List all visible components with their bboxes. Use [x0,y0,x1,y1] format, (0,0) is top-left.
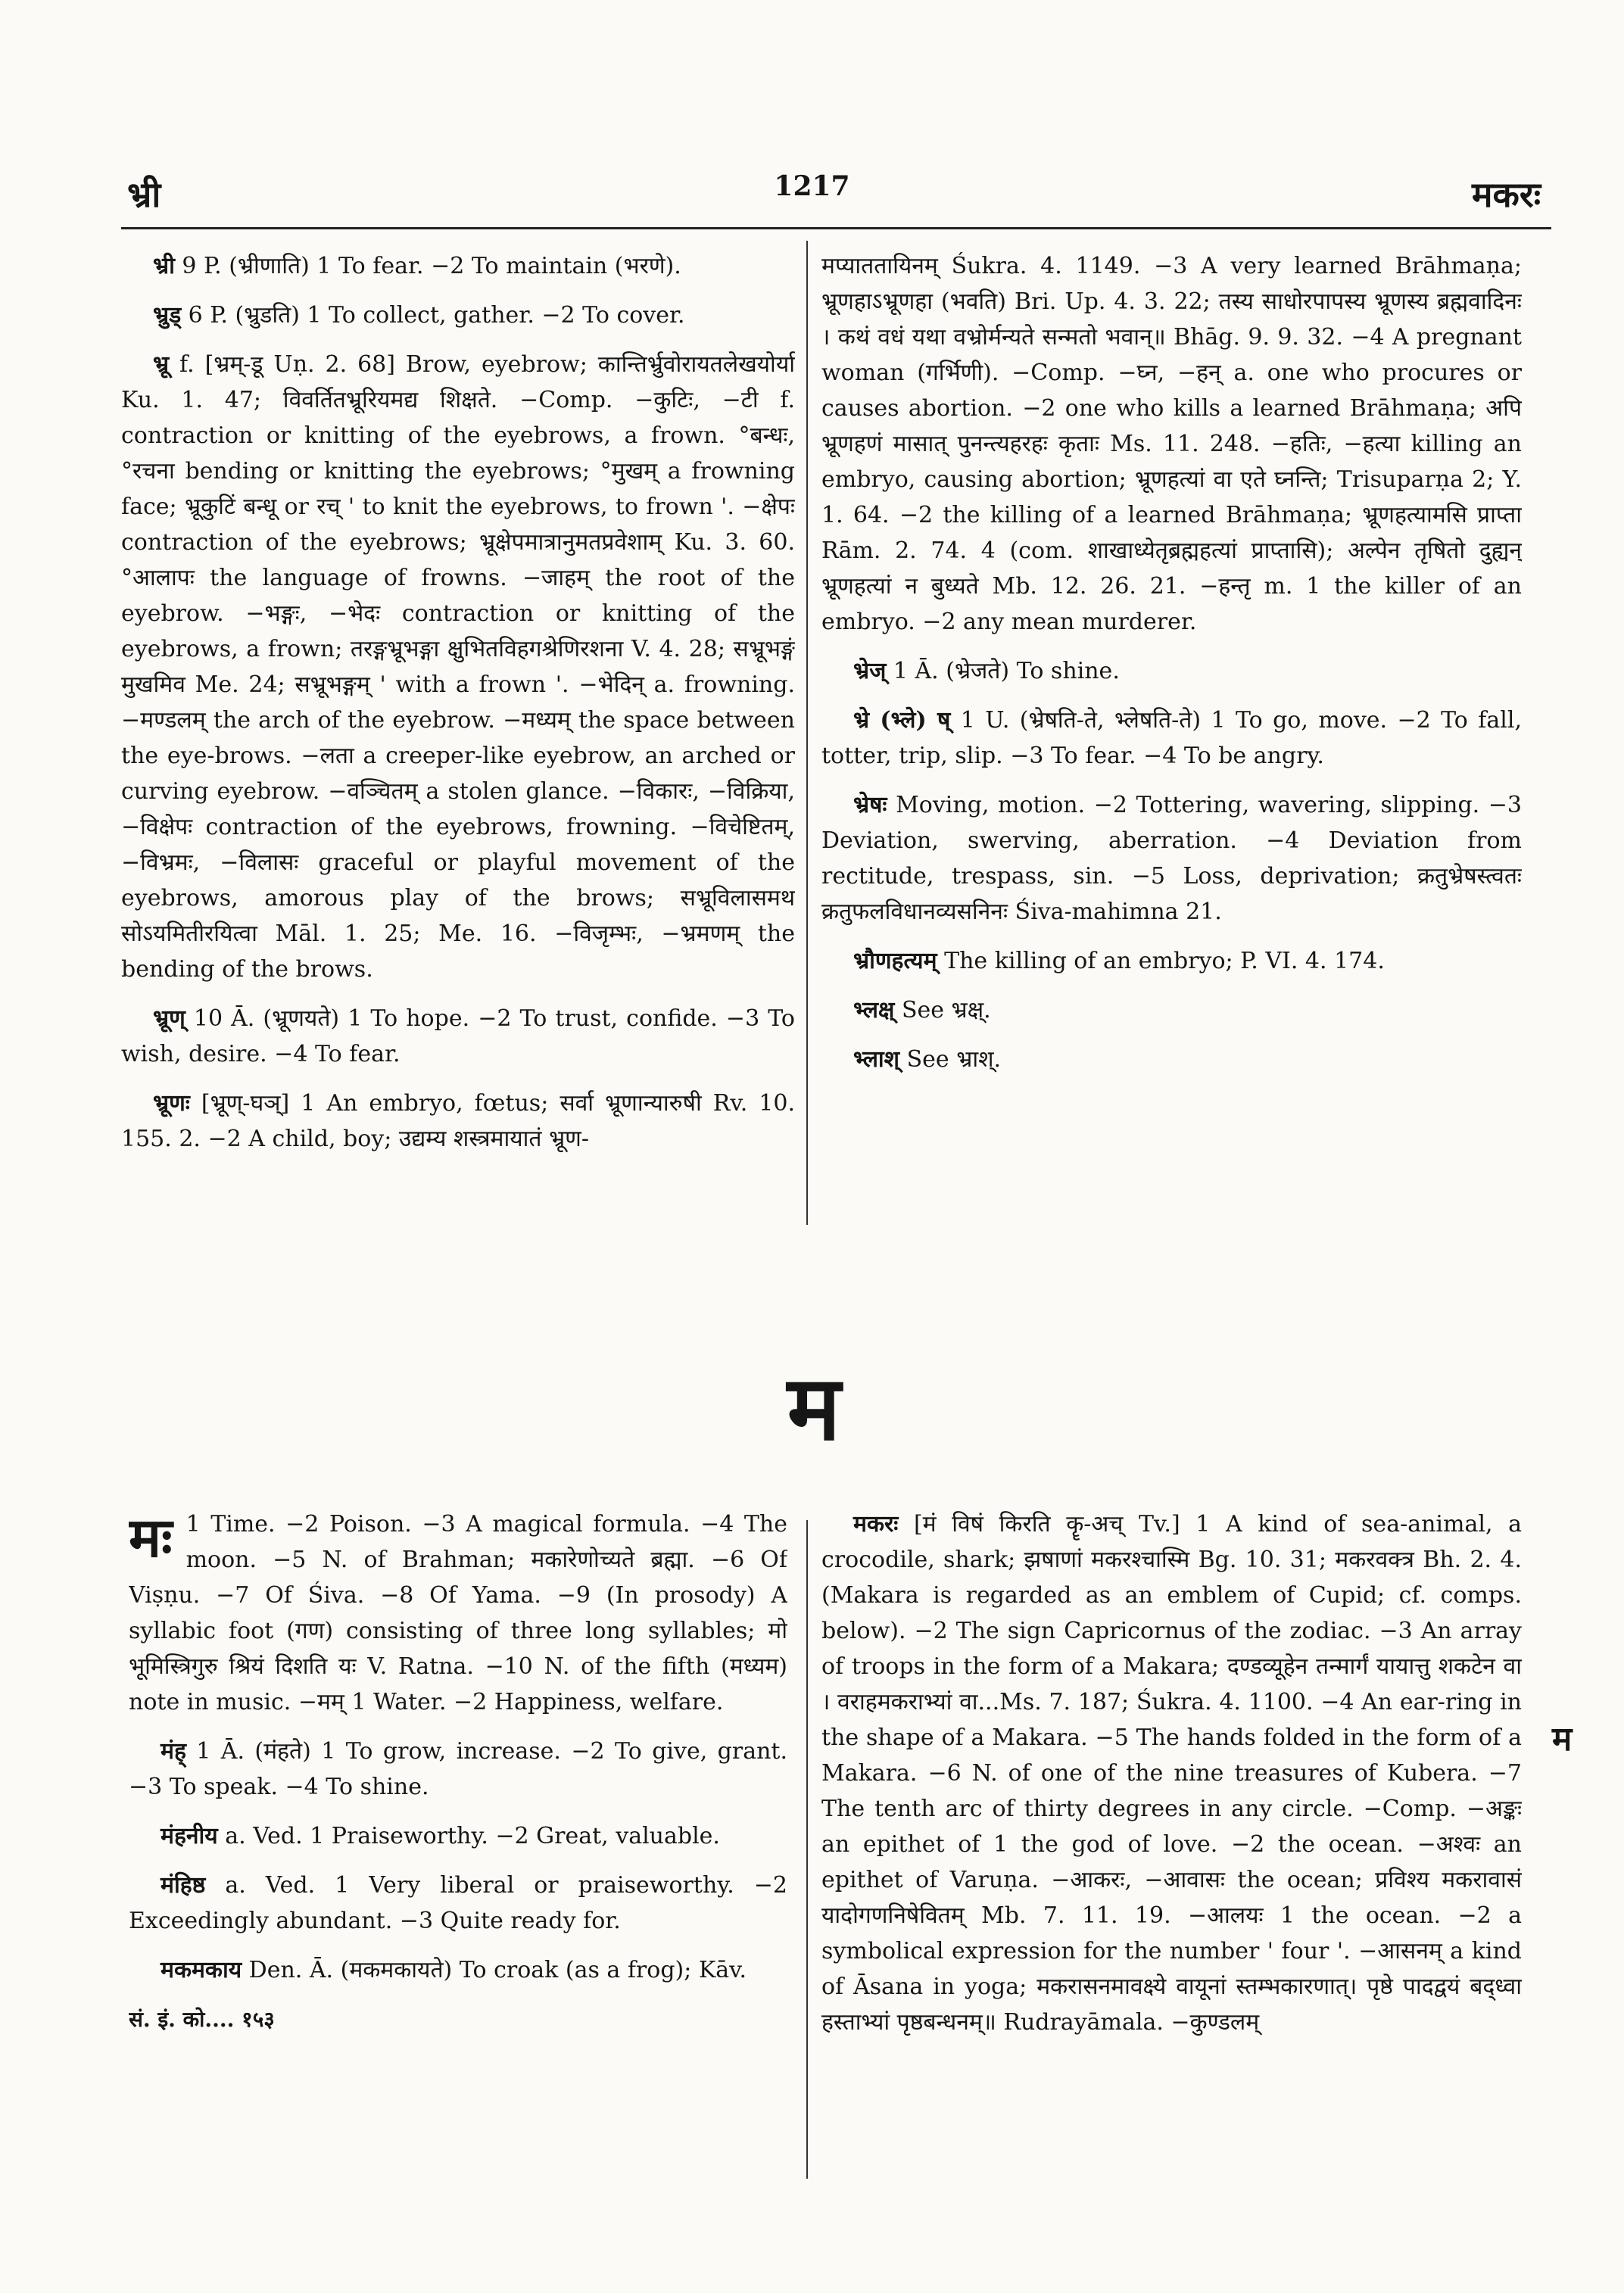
entry-headword: भ्लक्ष् [853,997,895,1023]
dictionary-entry [121,248,795,284]
entry-headword-large: मः [129,1506,173,1569]
dictionary-entry [129,1818,787,1854]
entry-headword: भ्रूण् [153,1005,185,1032]
entry-definition: f. [भ्रम्-डू Uṇ. 2. 68] Brow, eyebrow; कान्तिर्भ्रुवोरायतलेखयोर्या Ku. 1. 47; विवर्तितभ्रूरियमद्य शिक्षते. −Comp. −कुटिः, −टी f. contraction or knitting of the eyebrows, a frown. °बन्धः, °रचना bending or knitting the eyebrows; °मुखम् a frowning face; भ्रूकुटिं बन्धू or रच् ' to knit the eyebrows, to frown '. −क्षेपः contraction of the eyebrows; भ्रूक्षेपमात्रानुमतप्रवेशाम् Ku. 3. 60. °आलापः the language of frowns. −जाहम् the root of the eyebrow. −भङ्गः, −भेदः contraction or knitting of the eyebrows, a frown; तरङ्गभ्रूभङ्गा क्षुभितविहगश्रेणिरशना V. 4. 28; सभ्रूभङ्गं मुखमिव Me. 24; सभ्रूभङ्गम् ' with a frown '. −भेदिन् a. frowning. −मण्डलम् the arch of the eyebrow. −मध्यम् the space between the eye-brows. −लता a creeper-like eyebrow, an arched or curving eyebrow. −वञ्चितम् a stolen glance. −विकारः, −विक्रिया, −विक्षेपः contraction of the eyebrows, frowning. −विचेष्टितम्, −विभ्रमः, −विलासः graceful or playful movement of the eyebrows, amorous play of the brows; सभ्रूविलासमथ सोऽयमितीरयित्वा Māl. 1. 25; Me. 16. −विजृम्भः, −भ्रमणम् the bending of the brows. [121,351,795,983]
dictionary-entry [121,1001,795,1072]
entry-definition: [मं विषं किरति कॄ-अच् Tv.] 1 A kind of sea-animal, a crocodile, shark; झषाणां मकरश्चास्मि Bg. 10. 31; मकरवक्त्र Bh. 2. 4. (Makara is regarded as an emblem of Cupid; cf. comps. below). −2 The sign Capricornus of the zodiac. −3 An array of troops in the form of a Makara; दण्डव्यूहेन तन्मार्गं यायात्तु शकटेन वा । वराहमकराभ्यां वा...Ms. 7. 187; Śukra. 4. 1100. −4 An ear-ring in the shape of a Makara. −5 The hands folded in the form of a Makara. −6 N. of one of the nine treasures of Kubera. −7 The tenth arc of thirty degrees in any circle. −Comp. −अङ्कः an epithet of 1 the god of love. −2 the ocean. −अश्वः an epithet of Varuṇa. −आकरः, −आवासः the ocean; प्रविश्य मकरावासं यादोगणनिषेवितम् Mb. 7. 11. 19. −आलयः 1 the ocean. −2 a symbolical expression for the number ' four '. −आसनम् a kind of Āsana in yoga; मकरासनमावक्ष्ये वायूनां स्तम्भकारणात्। पृष्ठे पादद्वयं बद्ध्वा हस्ताभ्यां पृष्ठबन्धनम्॥ Rudrayāmala. −कुण्डलम् [821,1511,1522,2036]
dictionary-entry [821,653,1522,689]
bottom-left-column [129,1506,787,2248]
dictionary-entry [821,1042,1522,1077]
entry-headword: मकमकाय [161,1957,242,1983]
entry-headword: भ्रुड् [153,302,182,329]
entry-definition: a. Ved. 1 Praiseworthy. −2 Great, valuable. [217,1823,720,1849]
entry-headword: भ्रौणहत्यम् [853,948,937,974]
top-left-column [121,248,795,1232]
dictionary-entry [121,347,795,987]
dictionary-entry [121,298,795,333]
entry-definition: [भ्रूण्-घञ्] 1 An embryo, fœtus; सर्वा भ्रूणान्यारुषी Rv. 10. 155. 2. −2 A child, boy; उद्यम्य शस्त्रमायातं भ्रूण- [121,1090,795,1152]
dictionary-entry [821,787,1522,930]
entry-headword: भ्रेषः [853,792,887,818]
dictionary-entry [129,1868,787,1939]
entry-definition: See भ्राश्. [899,1046,1002,1073]
dictionary-entry [821,1506,1522,2040]
dictionary-entry [121,1086,795,1157]
entry-headword: भ्रू [153,351,170,378]
entry-headword: भ्रूणः [153,1090,190,1117]
column-divider-top [806,241,808,1225]
entry-headword: मंह् [161,1738,186,1765]
entry-definition: 9 P. (भ्रीणाति) 1 To fear. −2 To maintain (भरणे). [174,253,681,279]
signature-mark: सं. इं. को.... १५३ [129,2007,275,2032]
entry-definition: 6 P. (भ्रुडति) 1 To collect, gather. −2 To cover. [181,302,685,329]
entry-headword: भ्रेज् [853,658,887,684]
entry-definition: 1 Time. −2 Poison. −3 A magical formula. −4 The moon. −5 N. of Brahman; मकारेणोच्यते ब्रह्मा. −6 Of Viṣṇu. −7 Of Śiva. −8 Of Yama. −9 (In prosody) A syllabic foot (गण) consisting of three long syllables; मो भूमिस्त्रिगुरु श्रियं दिशति यः V. Ratna. −10 N. of the fifth (मध्यम) note in music. −मम् 1 Water. −2 Happiness, welfare. [129,1511,787,1715]
entry-definition: 1 U. (भ्रेषति-ते, भ्लेषति-ते) 1 To go, move. −2 To fall, totter, trip, slip. −3 To fear. −4 To be angry. [821,707,1522,769]
dictionary-entry [821,703,1522,774]
header-rule [121,227,1551,229]
top-right-column [821,248,1522,1232]
header-right-word: मकरः [1472,174,1541,215]
dictionary-entry [821,943,1522,979]
entry-definition: The killing of an embryo; P. VI. 4. 174. [937,948,1385,974]
entry-headword: भ्रे (भ्ले) ष् [853,707,951,734]
thumb-index-mark: म [1552,1720,1573,1759]
entry-headword: भ्री [153,253,175,279]
bottom-right-column [821,1506,1522,2248]
entry-definition: a. Ved. 1 Very liberal or praiseworthy. −2 Exceedingly abundant. −3 Quite ready for. [129,1872,787,1934]
entry-headword: मंहिष्ठ [161,1872,206,1899]
column-divider-bottom [806,1520,808,2179]
dictionary-entry [821,992,1522,1028]
entry-definition: See भ्रक्ष्. [894,997,991,1023]
dictionary-entry [129,1952,787,1988]
dictionary-entry-continued [821,248,1522,640]
entry-headword: भ्लाश् [853,1046,900,1073]
header-left-word: भ्री [127,174,161,215]
page-number: 1217 [774,170,850,202]
entry-headword: मकरः [853,1511,899,1537]
dictionary-entry [129,1734,787,1805]
entry-definition: Moving, motion. −2 Tottering, wavering, slipping. −3 Deviation, swerving, aberration. −4 Deviation from rectitude, trespass, sin. −5 Loss, deprivation; क्रतुभ्रेषस्त्वतः क्रतुफलविधानव्यसनिनः Śiva-mahimna 21. [821,792,1522,925]
entry-definition: मप्याततायिनम् Śukra. 4. 1149. −3 A very learned Brāhmaṇa; भ्रूणहाऽभ्रूणहा (भवति) Bri. Up. 4. 3. 22; तस्य साधोरपापस्य भ्रूणस्य ब्रह्मवादिनः । कथं वधं यथा वभ्रोर्मन्यते सन्मतो भवान्॥ Bhāg. 9. 9. 32. −4 A pregnant woman (गर्भिणी). −Comp. −घ्न, −हन् a. one who procures or causes abortion. −2 one who kills a learned Brāhmaṇa; अपि भ्रूणहणं मासात् पुनन्त्यहरहः कृताः Ms. 11. 248. −हतिः, −हत्या killing an embryo, causing abortion; भ्रूणहत्यां वा एते घ्नन्ति; Trisuparṇa 2; Y. 1. 64. −2 the killing of a learned Brāhmaṇa; भ्रूणहत्यामसि प्राप्ता Rām. 2. 74. 4 (com. शाखाध्येतृब्रह्महत्यां प्राप्तासि); अल्पेन तृषितो दुह्यन् भ्रूणहत्यां न बुध्यते Mb. 12. 26. 21. −हन्तृ m. 1 the killer of an embryo. −2 any mean murderer. [821,253,1522,635]
entry-definition: Den. Ā. (मकमकायते) To croak (as a frog); Kāv. [242,1957,747,1983]
entry-definition: 10 Ā. (भ्रूणयते) 1 To hope. −2 To trust, confide. −3 To wish, desire. −4 To fear. [121,1005,795,1067]
entry-definition: 1 Ā. (मंहते) 1 To grow, increase. −2 To give, grant. −3 To speak. −4 To shine. [129,1738,787,1800]
entry-headword: मंहनीय [161,1823,218,1849]
dictionary-entry [129,1506,787,1720]
section-letter: म [787,1355,841,1460]
entry-definition: 1 Ā. (भ्रेजते) To shine. [886,658,1120,684]
